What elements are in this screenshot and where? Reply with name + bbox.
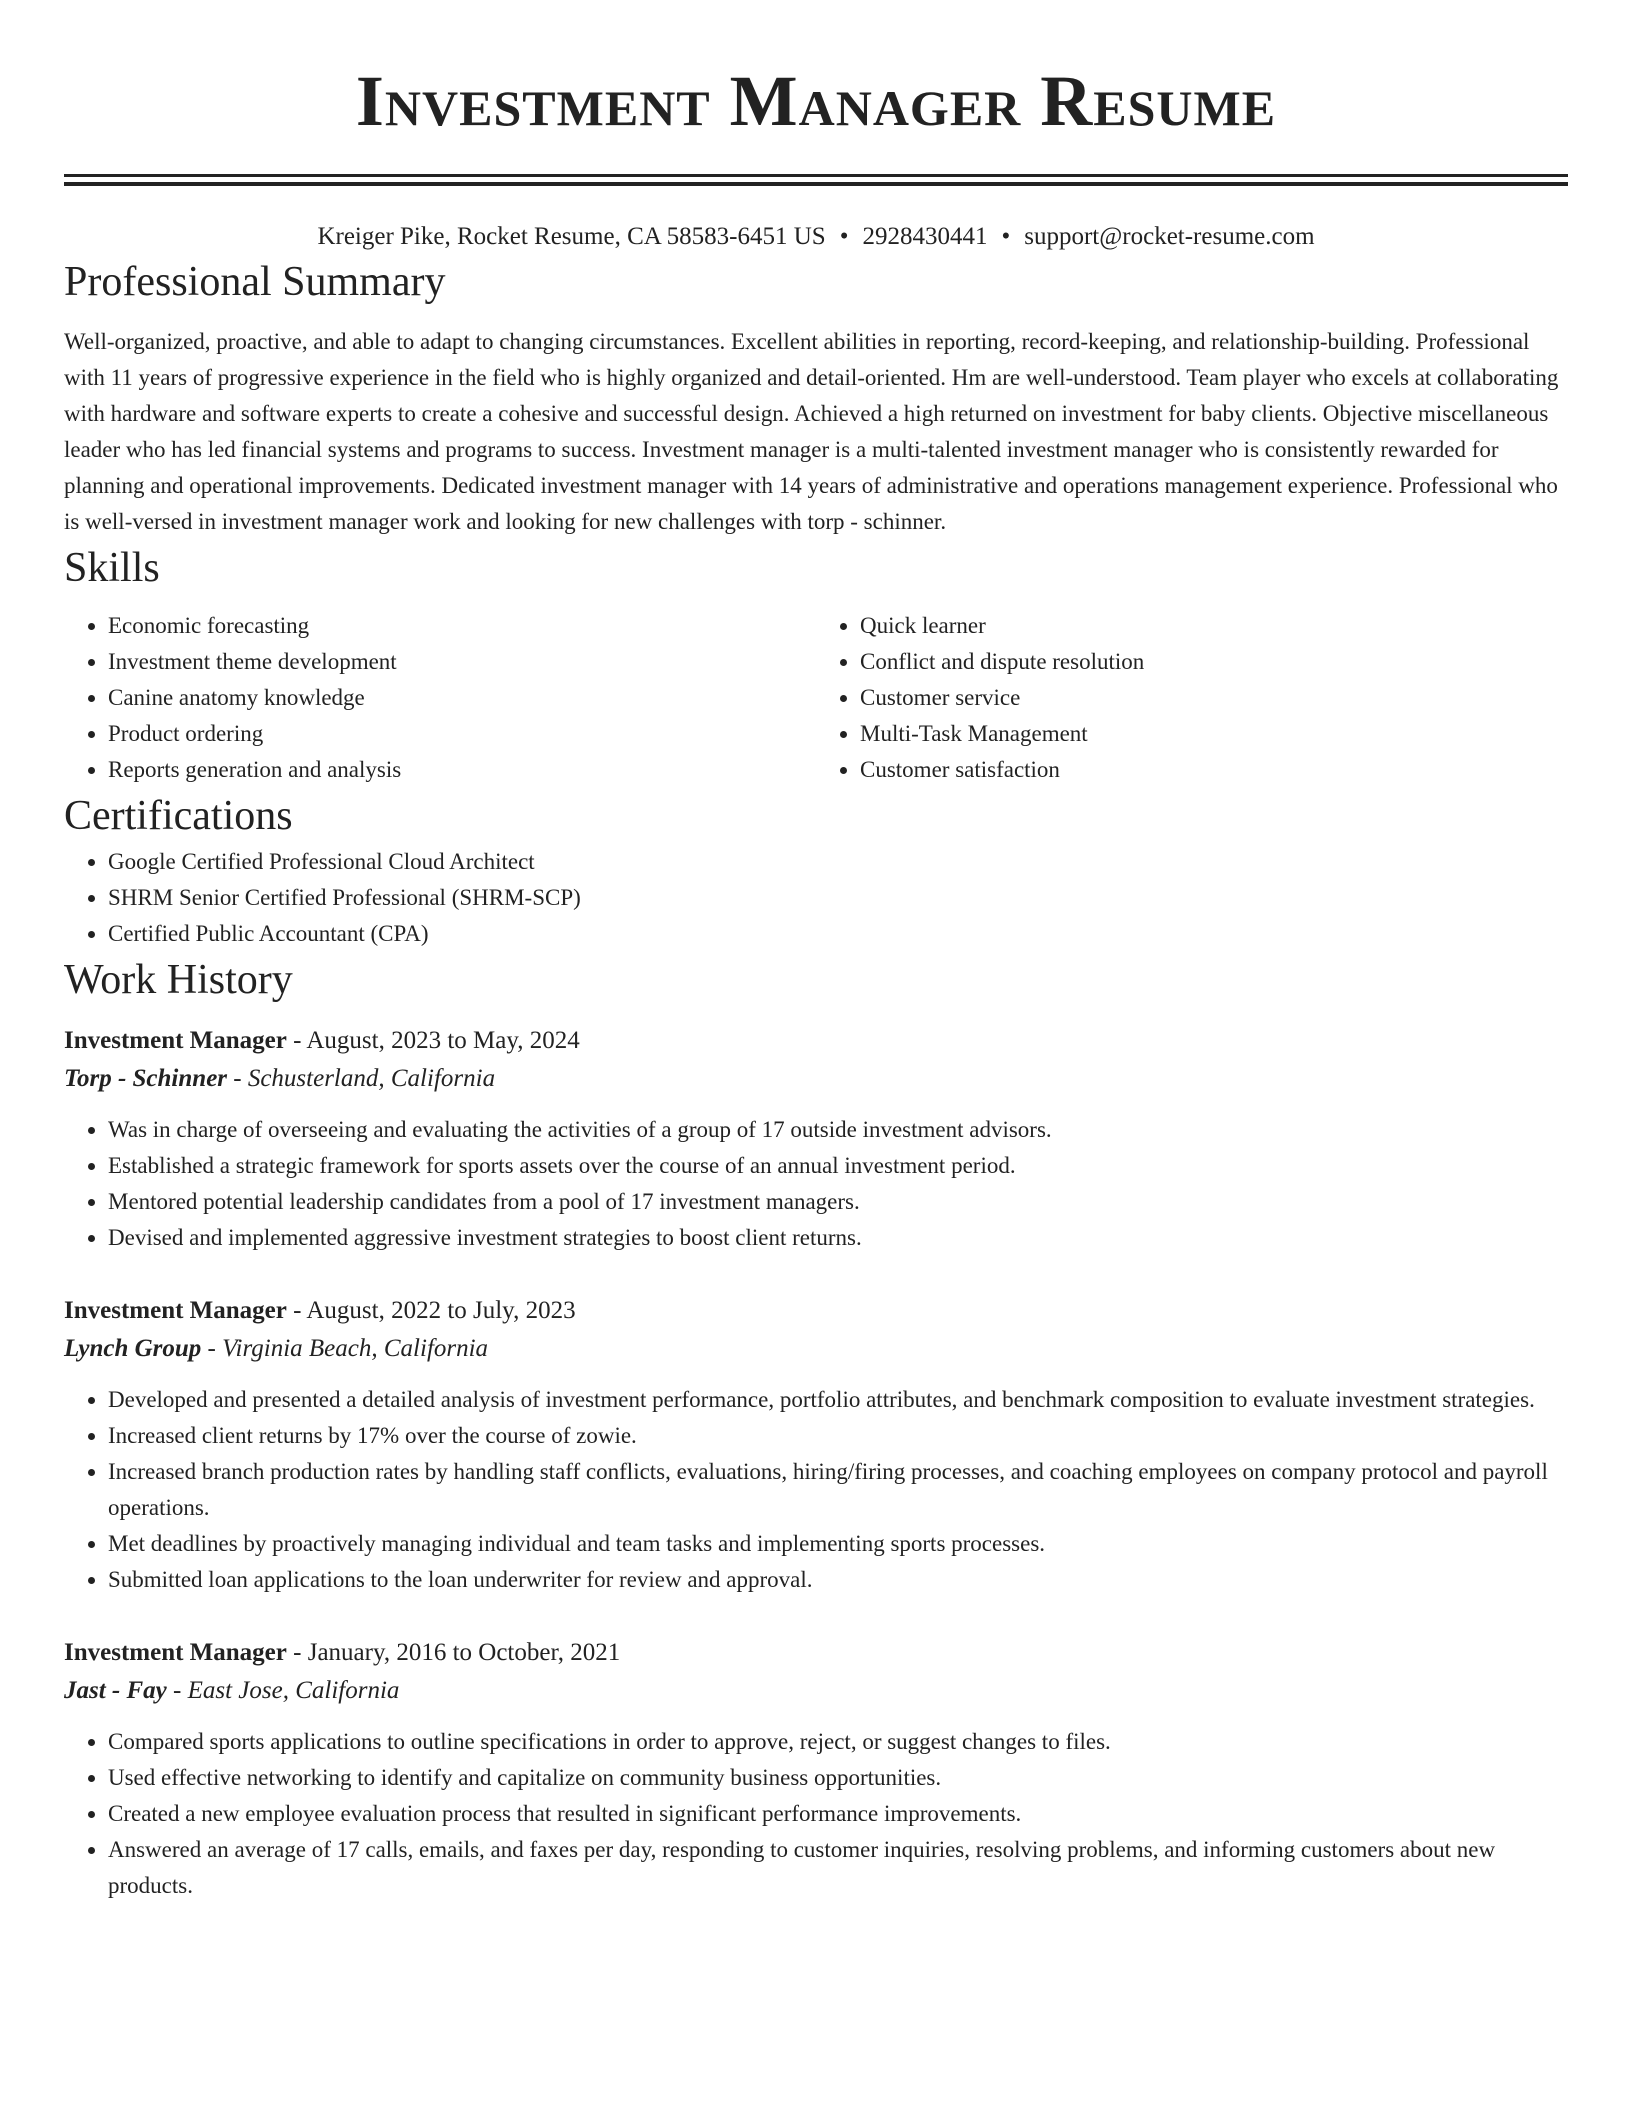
skill-item: • Multi-Task Management [860,716,1568,752]
skill-item: • Customer satisfaction [860,752,1568,788]
contact-separator: • [1001,223,1011,250]
contact-line [64,220,1568,254]
job-dates: - August, 2022 to July, 2023 [286,1297,576,1324]
job-location: - East Jose, California [166,1677,400,1704]
skill-item: • Quick learner [860,608,1568,644]
job-entry [64,1022,1568,1256]
job-bullet: • Met deadlines by proactively managing individual and team tasks and implementing sports processes. [108,1526,1568,1562]
contact-separator: • [839,223,849,250]
job-bullet: • Increased branch production rates by handling staff conflicts, evaluations, hiring/firing processes, and coaching employees on company protocol and payroll operations. [108,1454,1568,1526]
job-company: Jast - Fay [64,1677,167,1704]
job-role: Investment Manager [64,1027,287,1054]
job-role: Investment Manager [64,1297,287,1324]
job-bullet: • Submitted loan applications to the loan underwriter for review and approval. [108,1562,1568,1598]
job-bullet: • Was in charge of overseeing and evaluating the activities of a group of 17 outside investment advisors. [108,1112,1568,1148]
job-bullets [64,1112,1568,1256]
resume-title: Investment Manager Resume [355,61,1277,141]
job-company: Torp - Schinner [64,1065,228,1092]
job-bullet: • Used effective networking to identify and capitalize on community business opportunities. [108,1760,1568,1796]
certifications-list [64,844,1568,952]
work-history-heading: Work History [64,957,293,1003]
job-title-line [64,1292,1568,1330]
skill-item: • Canine anatomy knowledge [108,680,816,716]
job-title-line [64,1022,1568,1060]
job-bullets [64,1382,1568,1598]
summary-text: Well-organized, proactive, and able to adapt to changing circumstances. Excellent abilities in reporting, record-keeping, and relationship-building. Professional with 11 years of progressive experience in the field who is highly organized and detail-oriented. Hm are well-understood. Team player who excels at collaborating with hardware and software experts to create a cohesive and successful design. Achieved a high returned on investment for baby clients. Objective miscellaneous leader who has led financial systems and programs to success. Investment manager is a multi-talented investment manager who is consistently rewarded for planning and operational improvements. Dedicated investment manager with 14 years of administrative and operations management experience. Professional who is well-versed in investment manager work and looking for new challenges with torp - schinner. [64,329,1559,534]
job-company-line [64,1330,1568,1368]
contact-phone: 2928430441 [862,223,988,250]
job-location: - Virginia Beach, California [201,1335,489,1362]
skills-heading: Skills [64,545,160,591]
job-dates: - August, 2023 to May, 2024 [286,1027,580,1054]
summary-heading: Professional Summary [64,259,446,305]
job-company-line [64,1060,1568,1098]
job-entry [64,1292,1568,1598]
skills-list-left [64,608,816,788]
title-divider [64,174,1568,186]
job-company-line [64,1672,1568,1710]
job-role: Investment Manager [64,1639,287,1666]
job-dates: - January, 2016 to October, 2021 [286,1639,621,1666]
job-bullet: • Developed and presented a detailed analysis of investment performance, portfolio attributes, and benchmark composition to evaluate investment strategies. [108,1382,1568,1418]
job-bullet: • Compared sports applications to outline specifications in order to approve, reject, or suggest changes to files. [108,1724,1568,1760]
certification-item: • Certified Public Accountant (CPA) [108,916,1568,952]
job-bullet: • Mentored potential leadership candidates from a pool of 17 investment managers. [108,1184,1568,1220]
job-bullets [64,1724,1568,1904]
job-title-line [64,1634,1568,1672]
skill-item: • Reports generation and analysis [108,752,816,788]
skills-columns [64,608,1568,788]
skill-item: • Economic forecasting [108,608,816,644]
job-bullet: • Established a strategic framework for sports assets over the course of an annual investment period. [108,1148,1568,1184]
skills-list-right [816,608,1568,788]
job-bullet: • Created a new employee evaluation process that resulted in significant performance improvements. [108,1796,1568,1832]
job-bullet: • Increased client returns by 17% over the course of zowie. [108,1418,1568,1454]
contact-address: Kreiger Pike, Rocket Resume, CA 58583-6451 US [317,223,826,250]
skill-item: • Product ordering [108,716,816,752]
skill-item: • Investment theme development [108,644,816,680]
job-bullet: • Devised and implemented aggressive investment strategies to boost client returns. [108,1220,1568,1256]
certification-item: • Google Certified Professional Cloud Architect [108,844,1568,880]
skill-item: • Conflict and dispute resolution [860,644,1568,680]
certifications-heading: Certifications [64,793,293,839]
job-location: - Schusterland, California [227,1065,496,1092]
job-company: Lynch Group [64,1335,202,1362]
skill-item: • Customer service [860,680,1568,716]
job-bullet: • Answered an average of 17 calls, emails, and faxes per day, responding to customer inquiries, resolving problems, and informing customers about new products. [108,1832,1568,1904]
job-entry [64,1634,1568,1904]
contact-email: support@rocket-resume.com [1024,223,1315,250]
certification-item: • SHRM Senior Certified Professional (SHRM-SCP) [108,880,1568,916]
